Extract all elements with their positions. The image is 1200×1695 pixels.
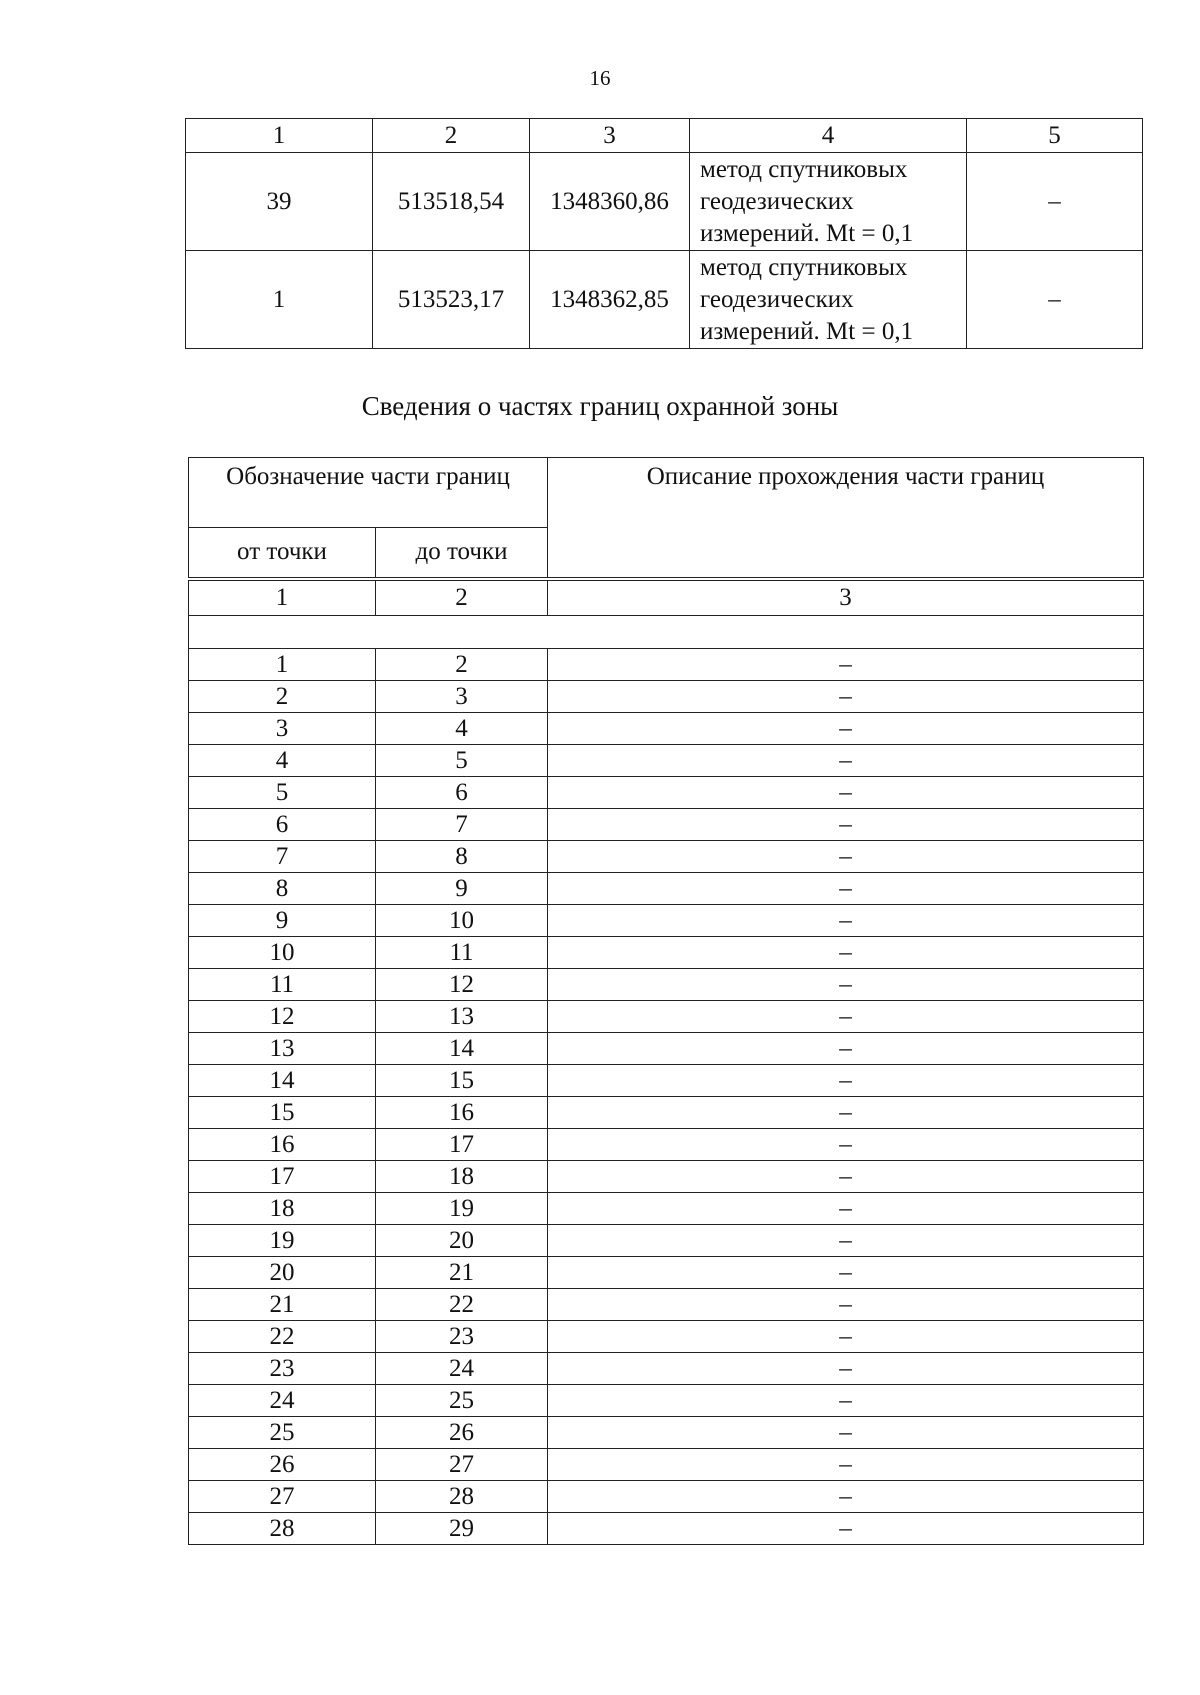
to-point: 23 (376, 1321, 548, 1353)
boundary-part-row (189, 777, 1144, 809)
boundary-part-row (189, 649, 1144, 681)
part-description: – (548, 713, 1144, 745)
column-number: 3 (548, 581, 1144, 616)
parts-table (188, 580, 1144, 1545)
method-line: геодезических (700, 285, 854, 313)
to-point: 16 (376, 1097, 548, 1129)
part-description: – (548, 745, 1144, 777)
note: – (967, 153, 1143, 251)
from-point: 22 (189, 1321, 376, 1353)
column-number: 2 (373, 119, 530, 153)
boundary-part-row (189, 905, 1144, 937)
method-line: измерений. Mt = 0,1 (700, 317, 914, 345)
part-description: – (548, 1225, 1144, 1257)
boundary-part-row (189, 1193, 1144, 1225)
part-description: – (548, 1161, 1144, 1193)
to-point: 22 (376, 1289, 548, 1321)
coordinate-row (186, 251, 1143, 349)
to-point: 19 (376, 1193, 548, 1225)
from-point: 23 (189, 1353, 376, 1385)
part-description: – (548, 969, 1144, 1001)
boundary-part-row (189, 681, 1144, 713)
to-point: 27 (376, 1449, 548, 1481)
boundary-part-row (189, 841, 1144, 873)
part-description: – (548, 1353, 1144, 1385)
part-description: – (548, 777, 1144, 809)
method-description (690, 251, 967, 349)
coordinate-y: 1348362,85 (530, 251, 690, 349)
part-description: – (548, 1001, 1144, 1033)
group-row (189, 616, 1144, 649)
column-number: 1 (189, 581, 376, 616)
description-header: Описание прохождения части границ (548, 458, 1144, 578)
method-line: метод спутниковых (700, 155, 908, 183)
column-number: 4 (690, 119, 967, 153)
part-description: – (548, 1417, 1144, 1449)
to-point: 26 (376, 1417, 548, 1449)
from-point: 27 (189, 1481, 376, 1513)
to-point: 3 (376, 681, 548, 713)
part-description: – (548, 1033, 1144, 1065)
coordinate-row (186, 153, 1143, 251)
part-description: – (548, 1193, 1144, 1225)
to-point: 10 (376, 905, 548, 937)
to-point: 8 (376, 841, 548, 873)
boundary-part-row (189, 969, 1144, 1001)
part-description: – (548, 873, 1144, 905)
from-point: 10 (189, 937, 376, 969)
to-point: 13 (376, 1001, 548, 1033)
from-point-header: от точки (189, 528, 376, 578)
method-line: геодезических (700, 187, 854, 215)
point-number: 39 (186, 153, 373, 251)
from-point: 7 (189, 841, 376, 873)
from-point: 16 (189, 1129, 376, 1161)
column-number: 5 (967, 119, 1143, 153)
part-description: – (548, 1481, 1144, 1513)
from-point: 13 (189, 1033, 376, 1065)
part-description: – (548, 1097, 1144, 1129)
part-description: – (548, 841, 1144, 873)
from-point: 26 (189, 1449, 376, 1481)
to-point: 17 (376, 1129, 548, 1161)
part-description: – (548, 681, 1144, 713)
to-point: 28 (376, 1481, 548, 1513)
from-point: 12 (189, 1001, 376, 1033)
part-description: – (548, 1449, 1144, 1481)
to-point: 25 (376, 1385, 548, 1417)
from-point: 20 (189, 1257, 376, 1289)
boundary-part-row (189, 1321, 1144, 1353)
to-point: 11 (376, 937, 548, 969)
to-point: 6 (376, 777, 548, 809)
to-point: 20 (376, 1225, 548, 1257)
boundary-part-row (189, 1001, 1144, 1033)
from-point: 6 (189, 809, 376, 841)
part-description: – (548, 1385, 1144, 1417)
designation-header: Обозначение части границ (189, 458, 548, 528)
part-description: – (548, 1289, 1144, 1321)
to-point: 12 (376, 969, 548, 1001)
to-point: 21 (376, 1257, 548, 1289)
from-point: 8 (189, 873, 376, 905)
boundary-part-row (189, 1353, 1144, 1385)
boundary-part-row (189, 745, 1144, 777)
method-line: метод спутниковых (700, 253, 908, 281)
method-description (690, 153, 967, 251)
boundary-part-row (189, 1449, 1144, 1481)
part-description: – (548, 1257, 1144, 1289)
to-point: 29 (376, 1513, 548, 1545)
from-point: 17 (189, 1161, 376, 1193)
part-description: – (548, 1513, 1144, 1545)
column-number: 1 (186, 119, 373, 153)
to-point: 5 (376, 745, 548, 777)
to-point: 24 (376, 1353, 548, 1385)
to-point: 9 (376, 873, 548, 905)
part-description: – (548, 937, 1144, 969)
from-point: 14 (189, 1065, 376, 1097)
page-number: 16 (589, 66, 611, 90)
from-point: 4 (189, 745, 376, 777)
boundary-part-row (189, 1385, 1144, 1417)
to-point: 4 (376, 713, 548, 745)
boundary-part-row (189, 937, 1144, 969)
from-point: 25 (189, 1417, 376, 1449)
to-point: 2 (376, 649, 548, 681)
column-numbers-row (189, 581, 1144, 616)
column-number: 3 (530, 119, 690, 153)
from-point: 15 (189, 1097, 376, 1129)
part-description: – (548, 809, 1144, 841)
boundary-part-row (189, 1033, 1144, 1065)
from-point: 5 (189, 777, 376, 809)
point-number: 1 (186, 251, 373, 349)
boundary-part-row (189, 873, 1144, 905)
boundary-part-row (189, 1097, 1144, 1129)
column-numbers-row (186, 119, 1143, 153)
coordinate-x: 513523,17 (373, 251, 530, 349)
to-point: 18 (376, 1161, 548, 1193)
group-label (189, 616, 1144, 649)
to-point: 14 (376, 1033, 548, 1065)
from-point: 9 (189, 905, 376, 937)
boundary-part-row (189, 1161, 1144, 1193)
from-point: 21 (189, 1289, 376, 1321)
from-point: 24 (189, 1385, 376, 1417)
note: – (967, 251, 1143, 349)
method-line: измерений. Mt = 0,1 (700, 219, 914, 247)
section-title: Сведения о частях границ охранной зоны (361, 391, 839, 421)
from-point: 11 (189, 969, 376, 1001)
from-point: 19 (189, 1225, 376, 1257)
from-point: 2 (189, 681, 376, 713)
to-point: 7 (376, 809, 548, 841)
from-point: 28 (189, 1513, 376, 1545)
from-point: 3 (189, 713, 376, 745)
boundary-part-row (189, 1417, 1144, 1449)
boundary-part-row (189, 1065, 1144, 1097)
to-point: 15 (376, 1065, 548, 1097)
boundary-part-row (189, 713, 1144, 745)
part-description: – (548, 905, 1144, 937)
boundary-part-row (189, 1129, 1144, 1161)
boundary-part-row (189, 1257, 1144, 1289)
boundary-part-row (189, 809, 1144, 841)
coordinates-table (185, 118, 1143, 349)
column-number: 2 (376, 581, 548, 616)
part-description: – (548, 1065, 1144, 1097)
coordinate-x: 513518,54 (373, 153, 530, 251)
from-point: 18 (189, 1193, 376, 1225)
parts-table-header (188, 457, 1144, 578)
part-description: – (548, 1321, 1144, 1353)
boundary-part-row (189, 1513, 1144, 1545)
part-description: – (548, 649, 1144, 681)
coordinate-y: 1348360,86 (530, 153, 690, 251)
to-point-header: до точки (376, 528, 548, 578)
boundary-part-row (189, 1225, 1144, 1257)
from-point: 1 (189, 649, 376, 681)
boundary-part-row (189, 1289, 1144, 1321)
boundary-part-row (189, 1481, 1144, 1513)
part-description: – (548, 1129, 1144, 1161)
